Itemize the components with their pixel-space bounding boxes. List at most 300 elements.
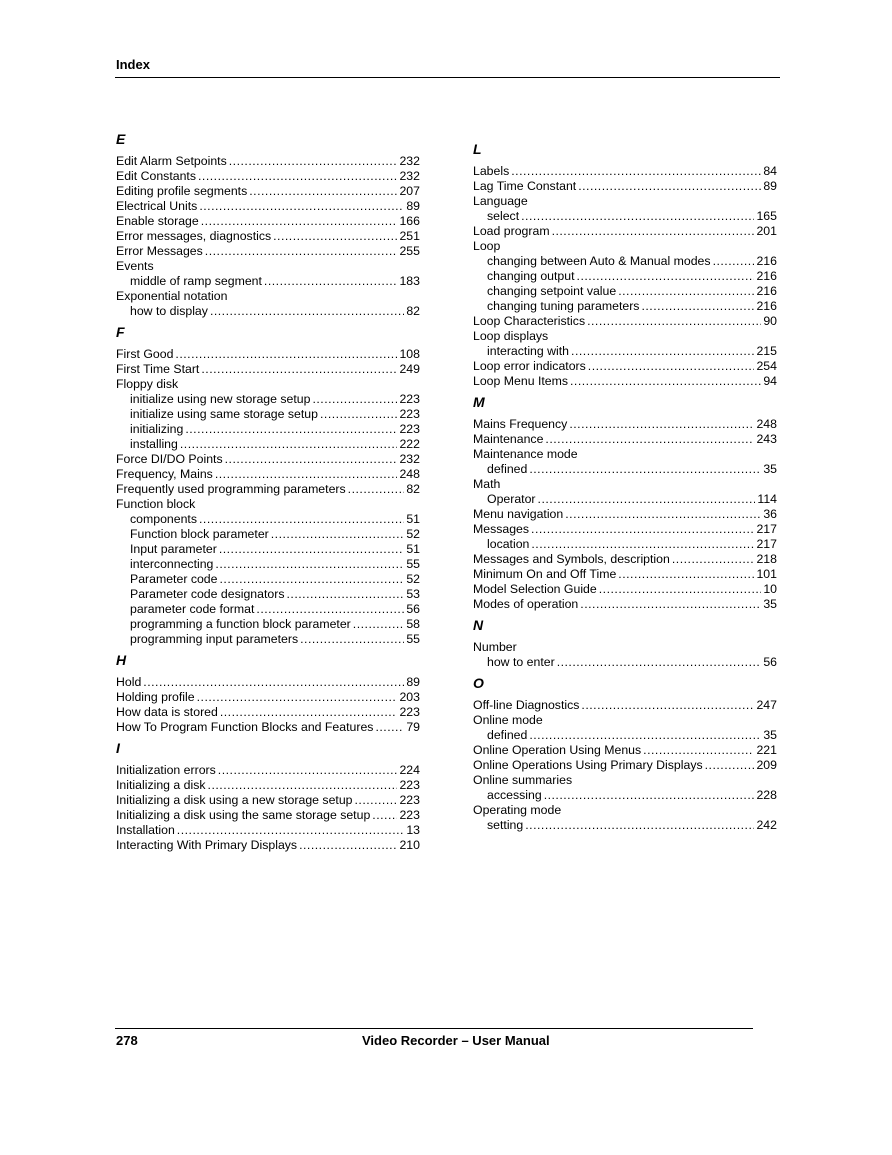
entry-page-number: 55 [406, 632, 420, 646]
entry-text: select [487, 209, 520, 223]
index-entry [116, 482, 420, 497]
index-subentry [473, 462, 777, 477]
entry-page-number: 223 [399, 422, 420, 436]
dot-leader [201, 362, 397, 377]
dot-leader [713, 254, 755, 269]
index-section [473, 392, 777, 612]
entry-text: Maintenance mode [473, 447, 578, 461]
entry-page-number: 89 [763, 179, 777, 193]
index-section [473, 673, 777, 833]
index-entry [116, 838, 420, 853]
entry-page-number: 55 [406, 557, 420, 571]
index-entry [473, 640, 777, 655]
entry-text: Online Operation Using Menus [473, 743, 642, 757]
entry-page-number: 56 [406, 602, 420, 616]
entry-page-number: 216 [756, 299, 777, 313]
index-entry [473, 239, 777, 254]
dot-leader [599, 582, 762, 597]
dot-leader [372, 808, 397, 823]
entry-text: Installation [116, 823, 175, 837]
entry-text: Maintenance [473, 432, 544, 446]
index-subentry [116, 542, 420, 557]
index-entry [116, 705, 420, 720]
entry-text: First Good [116, 347, 174, 361]
entry-page-number: 223 [399, 392, 420, 406]
entry-text: Parameter code [130, 572, 218, 586]
section-letter: M [473, 394, 485, 410]
index-section [116, 129, 420, 319]
entry-text: defined [487, 728, 528, 742]
entry-page-number: 210 [399, 838, 420, 852]
entry-text: Error Messages [116, 244, 203, 258]
entry-page-number: 35 [763, 462, 777, 476]
dot-leader [525, 818, 754, 833]
dot-leader [538, 492, 756, 507]
entry-page-number: 232 [399, 169, 420, 183]
index-entry [116, 244, 420, 259]
entry-text: Error messages, diagnostics [116, 229, 272, 243]
entry-page-number: 217 [756, 537, 777, 551]
entry-text: parameter code format [130, 602, 255, 616]
index-entry [473, 713, 777, 728]
dot-leader [218, 763, 398, 778]
entry-page-number: 10 [763, 582, 777, 596]
entry-page-number: 82 [406, 482, 420, 496]
entry-text: Frequently used programming parameters [116, 482, 346, 496]
dot-leader [205, 244, 398, 259]
entry-page-number: 51 [406, 542, 420, 556]
index-entry [473, 194, 777, 209]
entry-text: Editing profile segments [116, 184, 248, 198]
dot-leader [249, 184, 397, 199]
index-subentry [116, 422, 420, 437]
entry-page-number: 52 [406, 527, 420, 541]
index-subentry [473, 344, 777, 359]
entry-text: First Time Start [116, 362, 200, 376]
entry-text: interacting with [487, 344, 570, 358]
entry-page-number: 223 [399, 793, 420, 807]
dot-leader [229, 154, 398, 169]
index-entry [116, 467, 420, 482]
index-subentry [473, 537, 777, 552]
index-entry [473, 417, 777, 432]
entry-page-number: 89 [406, 199, 420, 213]
entry-text: Electrical Units [116, 199, 198, 213]
index-subentry [473, 284, 777, 299]
index-entry [473, 432, 777, 447]
dot-leader [618, 567, 754, 582]
index-subentry [473, 209, 777, 224]
index-entry [116, 169, 420, 184]
entry-text: Math [473, 477, 501, 491]
section-letter: L [473, 141, 482, 157]
dot-leader [641, 299, 754, 314]
dot-leader [531, 537, 754, 552]
entry-page-number: 242 [756, 818, 777, 832]
entry-page-number: 248 [399, 467, 420, 481]
index-subentry [116, 437, 420, 452]
entry-page-number: 216 [756, 269, 777, 283]
dot-leader [299, 838, 397, 853]
entry-text: Exponential notation [116, 289, 228, 303]
entry-page-number: 232 [399, 452, 420, 466]
index-entry [473, 758, 777, 773]
entry-page-number: 51 [406, 512, 420, 526]
entry-text: Model Selection Guide [473, 582, 597, 596]
entry-text: Initializing a disk using a new storage setup [116, 793, 353, 807]
entry-page-number: 56 [763, 655, 777, 669]
index-subentry [116, 602, 420, 617]
entry-text: Loop Menu Items [473, 374, 569, 388]
entry-text: Function block [116, 497, 196, 511]
entry-page-number: 232 [399, 154, 420, 168]
entry-text: setting [487, 818, 524, 832]
entry-text: changing between Auto & Manual modes [487, 254, 711, 268]
entry-page-number: 35 [763, 728, 777, 742]
entry-page-number: 58 [406, 617, 420, 631]
entry-text: how to display [130, 304, 208, 318]
entry-text: Parameter code designators [130, 587, 285, 601]
entry-text: accessing [487, 788, 542, 802]
dot-leader [177, 823, 405, 838]
entry-text: Online summaries [473, 773, 573, 787]
entry-text: Frequency, Mains [116, 467, 213, 481]
entry-text: changing output [487, 269, 575, 283]
entry-page-number: 203 [399, 690, 420, 704]
dot-leader [348, 482, 405, 497]
footer-document-title: Video Recorder – User Manual [362, 1033, 550, 1048]
dot-leader [300, 632, 404, 647]
dot-leader [569, 417, 754, 432]
entry-page-number: 248 [756, 417, 777, 431]
index-entry [116, 214, 420, 229]
entry-page-number: 221 [756, 743, 777, 757]
entry-page-number: 84 [763, 164, 777, 178]
dot-leader [355, 793, 398, 808]
entry-text: Operating mode [473, 803, 562, 817]
entry-text: defined [487, 462, 528, 476]
index-section [116, 738, 420, 853]
dot-leader [529, 728, 761, 743]
entry-text: Lag Time Constant [473, 179, 577, 193]
entry-page-number: 90 [763, 314, 777, 328]
index-subentry [116, 557, 420, 572]
dot-leader [529, 462, 761, 477]
index-entry [473, 522, 777, 537]
index-entry [116, 675, 420, 690]
index-entry [116, 497, 420, 512]
entry-text: Loop Characteristics [473, 314, 586, 328]
entry-page-number: 243 [756, 432, 777, 446]
entry-text: Operator [487, 492, 536, 506]
dot-leader [210, 304, 404, 319]
dot-leader [577, 269, 755, 284]
entry-text: Language [473, 194, 528, 208]
entry-text: Online mode [473, 713, 543, 727]
section-letter: H [116, 652, 127, 668]
index-subentry [473, 818, 777, 833]
index-entry [116, 229, 420, 244]
entry-page-number: 13 [406, 823, 420, 837]
index-entry [473, 447, 777, 462]
entry-text: Force DI/DO Points [116, 452, 223, 466]
entry-text: location [487, 537, 530, 551]
dot-leader [618, 284, 754, 299]
entry-text: Function block parameter [130, 527, 269, 541]
index-entry [116, 347, 420, 362]
entry-text: Interacting With Primary Displays [116, 838, 298, 852]
dot-leader [545, 432, 754, 447]
entry-page-number: 254 [756, 359, 777, 373]
entry-text: Hold [116, 675, 142, 689]
dot-leader [286, 587, 404, 602]
index-entry [473, 582, 777, 597]
index-subentry [116, 274, 420, 289]
dot-leader [588, 359, 755, 374]
index-entry [473, 597, 777, 612]
index-subentry [116, 572, 420, 587]
dot-leader [256, 602, 404, 617]
index-entry [116, 690, 420, 705]
index-entry [473, 773, 777, 788]
index-column-left [116, 126, 420, 853]
index-entry [116, 377, 420, 392]
entry-text: programming input parameters [130, 632, 299, 646]
entry-text: installing [130, 437, 178, 451]
entry-page-number: 82 [406, 304, 420, 318]
entry-page-number: 201 [756, 224, 777, 238]
index-entry [116, 823, 420, 838]
entry-page-number: 216 [756, 254, 777, 268]
index-entry [116, 259, 420, 274]
entry-page-number: 217 [756, 522, 777, 536]
dot-leader [215, 467, 398, 482]
dot-leader [312, 392, 397, 407]
dot-leader [672, 552, 755, 567]
entry-page-number: 53 [406, 587, 420, 601]
entry-page-number: 108 [399, 347, 420, 361]
entry-text: Messages and Symbols, description [473, 552, 670, 566]
entry-text: Holding profile [116, 690, 195, 704]
dot-leader [544, 788, 755, 803]
footer-page-number: 278 [116, 1033, 138, 1048]
dot-leader [705, 758, 755, 773]
index-section [116, 322, 420, 647]
entry-text: Load program [473, 224, 550, 238]
index-subentry [473, 299, 777, 314]
entry-page-number: 114 [757, 492, 777, 506]
entry-page-number: 223 [399, 705, 420, 719]
dot-leader [198, 169, 397, 184]
entry-text: Initializing a disk [116, 778, 206, 792]
index-entry [473, 552, 777, 567]
index-entry [473, 314, 777, 329]
index-section [116, 650, 420, 735]
entry-page-number: 89 [406, 675, 420, 689]
dot-leader [220, 705, 398, 720]
entry-text: programming a function block parameter [130, 617, 351, 631]
footer-divider [115, 1028, 753, 1029]
index-entry [116, 763, 420, 778]
entry-text: Initialization errors [116, 763, 216, 777]
index-entry [116, 778, 420, 793]
index-entry [473, 164, 777, 179]
section-letter: O [473, 675, 484, 691]
index-subentry [116, 392, 420, 407]
entry-page-number: 247 [756, 698, 777, 712]
entry-page-number: 255 [399, 244, 420, 258]
index-subentry [473, 254, 777, 269]
entry-page-number: 101 [756, 567, 777, 581]
dot-leader [273, 229, 397, 244]
dot-leader [375, 720, 404, 735]
section-letter: F [116, 324, 125, 340]
entry-page-number: 35 [763, 597, 777, 611]
index-entry [473, 329, 777, 344]
index-section [473, 139, 777, 389]
dot-leader [199, 512, 404, 527]
entry-text: Number [473, 640, 517, 654]
index-entry [116, 289, 420, 304]
dot-leader [264, 274, 398, 289]
entry-text: Mains Frequency [473, 417, 568, 431]
entry-text: initialize using new storage setup [130, 392, 311, 406]
entry-text: Labels [473, 164, 510, 178]
entry-text: how to enter [487, 655, 555, 669]
entry-text: Edit Constants [116, 169, 196, 183]
entry-text: components [130, 512, 197, 526]
index-subentry [116, 304, 420, 319]
index-subentry [116, 587, 420, 602]
entry-text: Loop [473, 239, 501, 253]
dot-leader [565, 507, 761, 522]
entry-page-number: 215 [756, 344, 777, 358]
entry-text: How To Program Function Blocks and Features [116, 720, 374, 734]
entry-page-number: 228 [756, 788, 777, 802]
entry-page-number: 223 [399, 808, 420, 822]
dot-leader [571, 344, 754, 359]
dot-leader [220, 572, 405, 587]
dot-leader [578, 179, 761, 194]
entry-text: Edit Alarm Setpoints [116, 154, 227, 168]
dot-leader [180, 437, 398, 452]
dot-leader [531, 522, 754, 537]
dot-leader [225, 452, 398, 467]
entry-text: Loop displays [473, 329, 549, 343]
entry-page-number: 224 [399, 763, 420, 777]
entry-text: Menu navigation [473, 507, 564, 521]
index-subentry [116, 632, 420, 647]
entry-text: Floppy disk [116, 377, 179, 391]
dot-leader [320, 407, 397, 422]
section-letter: N [473, 617, 484, 633]
entry-text: How data is stored [116, 705, 218, 719]
dot-leader [201, 214, 398, 229]
index-section [473, 615, 777, 670]
dot-leader [580, 597, 761, 612]
section-letter: I [116, 740, 120, 756]
index-subentry [473, 728, 777, 743]
entry-text: Modes of operation [473, 597, 579, 611]
entry-page-number: 222 [399, 437, 420, 451]
index-subentry [473, 788, 777, 803]
index-entry [473, 179, 777, 194]
entry-page-number: 216 [756, 284, 777, 298]
index-subentry [116, 617, 420, 632]
entry-text: changing tuning parameters [487, 299, 640, 313]
index-entry [116, 199, 420, 214]
index-subentry [116, 527, 420, 542]
entry-text: initialize using same storage setup [130, 407, 318, 421]
entry-text: initializing [130, 422, 184, 436]
entry-text: Input parameter [130, 542, 217, 556]
dot-leader [643, 743, 754, 758]
index-entry [116, 452, 420, 467]
entry-text: interconnecting [130, 557, 214, 571]
dot-leader [215, 557, 404, 572]
dot-leader [175, 347, 397, 362]
entry-text: Messages [473, 522, 530, 536]
index-subentry [473, 655, 777, 670]
index-subentry [116, 512, 420, 527]
dot-leader [143, 675, 404, 690]
entry-text: Off-line Diagnostics [473, 698, 580, 712]
index-entry [116, 184, 420, 199]
entry-page-number: 223 [399, 407, 420, 421]
entry-page-number: 79 [406, 720, 420, 734]
dot-leader [353, 617, 405, 632]
dot-leader [185, 422, 397, 437]
dot-leader [271, 527, 405, 542]
entry-text: Minimum On and Off Time [473, 567, 617, 581]
entry-text: Loop error indicators [473, 359, 586, 373]
entry-page-number: 209 [756, 758, 777, 772]
entry-page-number: 218 [756, 552, 777, 566]
index-entry [116, 154, 420, 169]
dot-leader [197, 690, 398, 705]
dot-leader [570, 374, 761, 389]
index-entry [473, 374, 777, 389]
index-subentry [116, 407, 420, 422]
index-subentry [473, 269, 777, 284]
dot-leader [581, 698, 754, 713]
entry-text: Events [116, 259, 154, 273]
dot-leader [511, 164, 761, 179]
entry-page-number: 165 [756, 209, 777, 223]
index-subentry [473, 492, 777, 507]
dot-leader [199, 199, 404, 214]
index-entry [473, 224, 777, 239]
dot-leader [521, 209, 754, 224]
index-entry [116, 793, 420, 808]
entry-text: Online Operations Using Primary Displays [473, 758, 703, 772]
index-entry [473, 477, 777, 492]
index-entry [473, 803, 777, 818]
index-entry [473, 507, 777, 522]
section-letter: E [116, 131, 126, 147]
index-entry [116, 720, 420, 735]
index-entry [116, 808, 420, 823]
entry-page-number: 36 [763, 507, 777, 521]
index-entry [116, 362, 420, 377]
index-entry [473, 359, 777, 374]
entry-page-number: 251 [399, 229, 420, 243]
page-header-title: Index [116, 57, 150, 72]
index-entry [473, 698, 777, 713]
index-column-right [473, 136, 777, 833]
entry-text: Enable storage [116, 214, 199, 228]
entry-text: changing setpoint value [487, 284, 617, 298]
